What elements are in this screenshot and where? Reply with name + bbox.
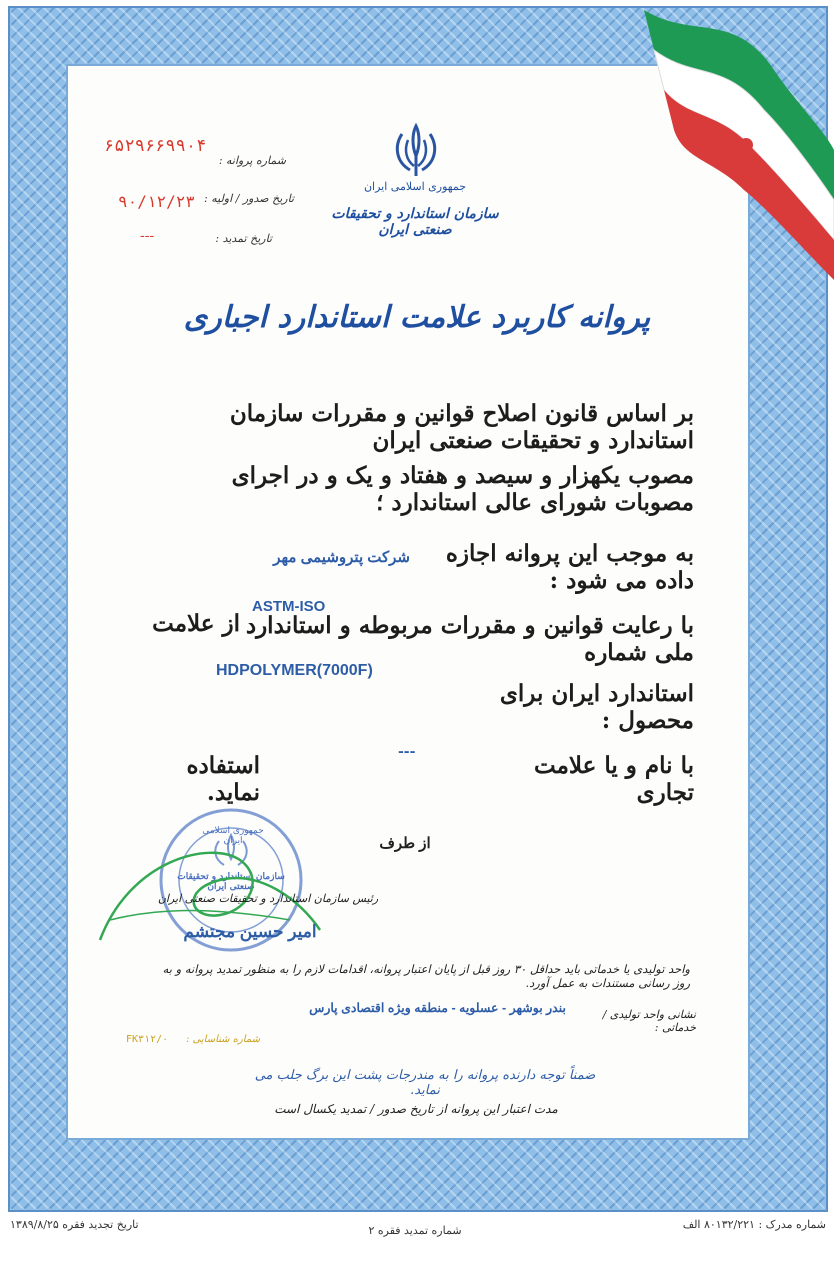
body-line-5: استاندارد ایران برای محصول :: [499, 680, 694, 734]
product-name: HDPOLYMER(7000F): [216, 662, 373, 679]
body-line-6-suffix: استفاده نماید.: [186, 752, 260, 806]
doc-number: شماره مدرک : ۸۰۱۳۲/۲۲۱ الف: [682, 1218, 826, 1231]
company-name: شرکت پتروشیمی مهر: [273, 549, 410, 566]
renewal-notice: واحد تولیدی یا خدماتی باید حداقل ۳۰ روز قبل از پایان اعتبار پروانه، اقدامات لازم را به منظور تمدید پروانه و به روز رسانی مستندات به عمل آورد.: [162, 962, 690, 990]
republic-label: جمهوری اسلامی ایران: [363, 180, 467, 193]
renewal-date-label: تاریخ تمدید :: [215, 232, 272, 245]
body-line-3: به موجب این پروانه اجازه داده می شود :: [445, 540, 694, 594]
iran-emblem-icon: [388, 120, 444, 184]
organization-name: سازمان استاندارد و تحقیقات صنعتی ایران: [331, 206, 499, 238]
body-line-6: با نام و یا علامت تجاری: [534, 752, 694, 806]
issue-date-label: تاریخ صدور / اولیه :: [204, 192, 294, 205]
brand-name: ---: [398, 744, 416, 760]
address-label: نشانی واحد تولیدی / خدماتی :: [602, 1008, 696, 1034]
iran-flag-ribbon: [624, 0, 834, 280]
body-line-4: با رعایت قوانین و مقررات مربوطه و استاندارد ملی شماره: [245, 612, 694, 666]
stamp-top-text: جمهوری اسلامی ایران: [202, 826, 264, 846]
license-number-label: شماره پروانه :: [218, 154, 286, 167]
from-label: از طرف: [379, 835, 431, 852]
attention-note: ضمناً توجه دارنده پروانه را به مندرجات پشت این برگ جلب می نماید.: [254, 1068, 596, 1098]
signatory-name: امیر حسین مجتشم: [183, 922, 317, 941]
standard-number: ASTM-ISO: [252, 598, 326, 615]
signatory-role: رئیس سازمان استاندارد و تحقیقات صنعتی ایران: [157, 892, 379, 905]
address: بندر بوشهر - عسلویه - منطقه ویژه اقتصادی پارس: [309, 1001, 566, 1015]
body-line-2: مصوب یکهزار و سیصد و هفتاد و یک و در اجرای مصوبات شورای عالی استاندارد ؛: [231, 462, 694, 516]
print-date: تاریخ تجدید فقره ۱۳۸۹/۸/۲۵: [10, 1218, 139, 1231]
body-line-4-suffix: از علامت: [152, 610, 240, 637]
license-number: ۶۵۲۹۶۶۹۹۰۴: [104, 136, 207, 156]
issue-date: ۹۰/۱۲/۲۳: [118, 192, 196, 211]
id-label: شماره شناسایی :: [186, 1034, 260, 1045]
body-line-1: بر اساس قانون اصلاح قوانین و مقررات سازمان استاندارد و تحقیقات صنعتی ایران: [229, 400, 694, 454]
renewal-date: ---: [140, 228, 155, 244]
stamp-text: سازمان استاندارد و تحقیقات صنعتی ایران: [177, 872, 285, 892]
validity-note: مدت اعتبار این پروانه از تاریخ صدور / تمدید یکسال است: [274, 1102, 558, 1116]
renewal-count: شماره تمدید فقره ۲: [368, 1224, 462, 1237]
certificate-title: پروانه کاربرد علامت استاندارد اجباری: [183, 300, 651, 335]
id-value: FK۳۱۲/۰: [126, 1034, 169, 1045]
